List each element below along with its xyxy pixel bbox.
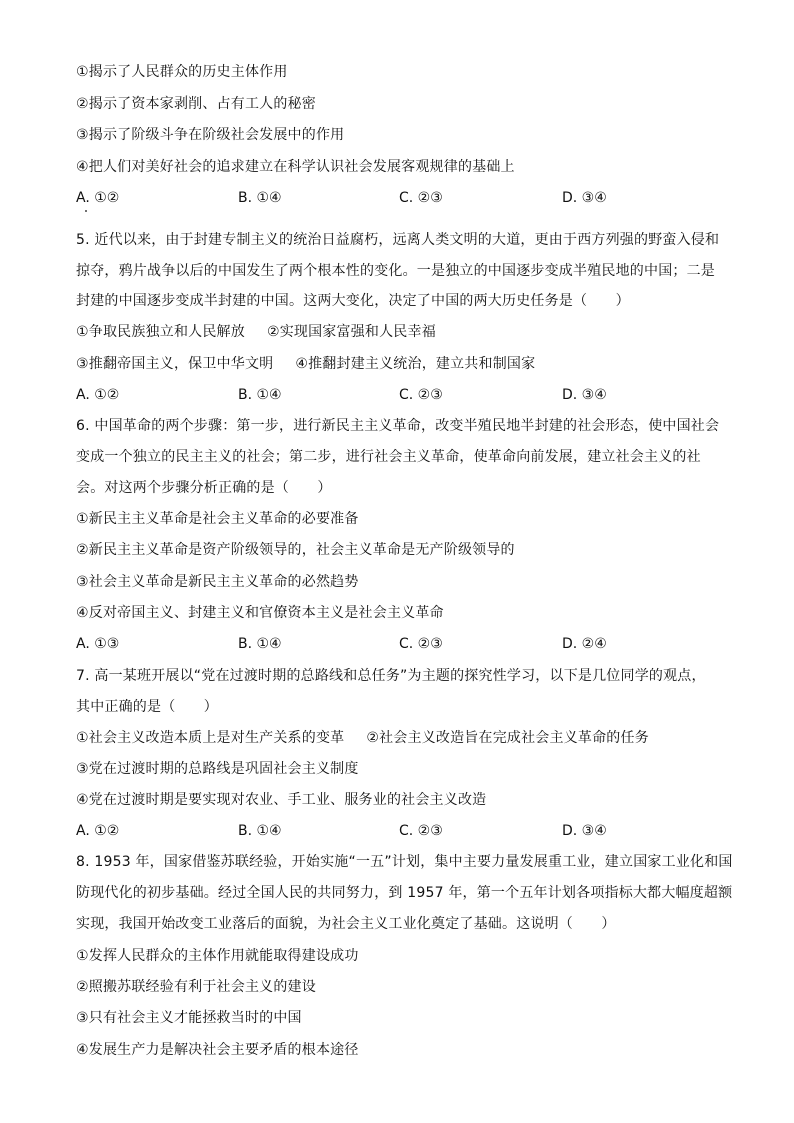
q6-item-4: ④反对帝国主义、封建主义和官僚资本主义是社会主义革命 xyxy=(76,605,444,621)
q4-item-1: ①揭示了人民群众的历史主体作用 xyxy=(76,64,288,80)
q8-stem-line-2: 防现代化的初步基础。经过全国人民的共同努力，到 1957 年，第一个五年计划各项指标大都大幅度超额 xyxy=(76,885,733,901)
q6-option-b[interactable]: B. ①④ xyxy=(238,636,282,652)
q8-item-1: ①发挥人民群众的主体作用就能取得建设成功 xyxy=(76,948,359,964)
q5-option-b[interactable]: B. ①④ xyxy=(238,387,282,403)
q4-option-c[interactable]: C. ②③ xyxy=(399,190,443,206)
q8-stem-line-3: 实现，我国开始改变工业落后的面貌，为社会主义工业化奠定了基础。这说明（ ） xyxy=(76,916,616,932)
q6-stem-line-2: 变成一个独立的民主主义的社会；第二步，进行社会主义革命，使革命向前发展，建立社会主义的社 xyxy=(76,449,701,465)
q8-item-4: ④发展生产力是解决社会主要矛盾的根本途径 xyxy=(76,1042,359,1058)
q4-item-3: ③揭示了阶级斗争在阶级社会发展中的作用 xyxy=(76,127,345,143)
q7-stem-line-1: 7. 高一某班开展以“党在过渡时期的总路线和总任务”为主题的探究性学习，以下是几位同学的观点， xyxy=(76,668,706,684)
q7-option-a[interactable]: A. ①② xyxy=(76,823,120,839)
q5-items-row-1 xyxy=(76,322,436,342)
q5-stem-line-1: 5. 近代以来，由于封建专制主义的统治日益腐朽，远离人类文明的大道，更由于西方列强的野蛮入侵和 xyxy=(76,232,720,248)
q6-option-a[interactable]: A. ①③ xyxy=(76,636,120,652)
q4-item-4: ④把人们对美好社会的追求建立在科学认识社会发展客观规律的基础上 xyxy=(76,159,515,175)
q7-option-d[interactable]: D. ③④ xyxy=(562,823,607,839)
q7-option-b[interactable]: B. ①④ xyxy=(238,823,282,839)
q5-items-row-2 xyxy=(76,354,535,374)
stray-dot xyxy=(85,210,87,212)
q6-options xyxy=(76,634,736,654)
q4-option-b[interactable]: B. ①④ xyxy=(238,190,282,206)
q7-items-row-1 xyxy=(76,728,649,748)
q5-options xyxy=(76,385,736,405)
q5-option-a[interactable]: A. ①② xyxy=(76,387,120,403)
q5-item-4: ④推翻封建主义统治，建立共和制国家 xyxy=(295,356,536,372)
q5-option-d[interactable]: D. ③④ xyxy=(562,387,607,403)
q4-option-d[interactable]: D. ③④ xyxy=(562,190,607,206)
q6-item-3: ③社会主义革命是新民主主义革命的必然趋势 xyxy=(76,574,359,590)
q5-item-2: ②实现国家富强和人民幸福 xyxy=(266,324,436,340)
q5-item-1: ①争取民族独立和人民解放 xyxy=(76,324,245,340)
q7-item-3: ③党在过渡时期的总路线是巩固社会主义制度 xyxy=(76,761,359,777)
q5-stem-line-3: 封建的中国逐步变成半封建的中国。这两大变化，决定了中国的两大历史任务是（ ） xyxy=(76,293,630,309)
q6-stem-line-1: 6. 中国革命的两个步骤：第一步，进行新民主主义革命，改变半殖民地半封建的社会形态，使中国社会 xyxy=(76,418,720,434)
q6-option-c[interactable]: C. ②③ xyxy=(399,636,443,652)
q6-stem-line-3: 会。对这两个步骤分析正确的是（ ） xyxy=(76,480,332,496)
q5-item-3: ③推翻帝国主义，保卫中华文明 xyxy=(76,356,274,372)
q4-option-a[interactable]: A. ①② xyxy=(76,190,120,206)
q8-item-3: ③只有社会主义才能拯救当时的中国 xyxy=(76,1010,302,1026)
q6-item-2: ②新民主主义革命是资产阶级领导的，社会主义革命是无产阶级领导的 xyxy=(76,542,515,558)
q8-stem-line-1: 8. 1953 年，国家借鉴苏联经验，开始实施“一五”计划，集中主要力量发展重工业，建立国家工业化和国 xyxy=(76,854,733,870)
q8-item-2: ②照搬苏联经验有利于社会主义的建设 xyxy=(76,979,316,995)
q7-stem-line-2: 其中正确的是（ ） xyxy=(76,699,218,715)
q4-item-2: ②揭示了资本家剥削、占有工人的秘密 xyxy=(76,96,316,112)
q5-option-c[interactable]: C. ②③ xyxy=(399,387,443,403)
q6-option-d[interactable]: D. ②④ xyxy=(562,636,607,652)
q6-item-1: ①新民主主义革命是社会主义革命的必要准备 xyxy=(76,511,359,527)
q7-option-c[interactable]: C. ②③ xyxy=(399,823,443,839)
q4-options xyxy=(76,188,736,208)
q7-item-1: ①社会主义改造本质上是对生产关系的变革 xyxy=(76,730,345,746)
q5-stem-line-2: 掠夺，鸦片战争以后的中国发生了两个根本性的变化。一是独立的中国逐步变成半殖民地的中国；二是 xyxy=(76,263,715,279)
q7-item-4: ④党在过渡时期是要实现对农业、手工业、服务业的社会主义改造 xyxy=(76,792,487,808)
q7-options xyxy=(76,821,736,841)
q7-item-2: ②社会主义改造旨在完成社会主义革命的任务 xyxy=(366,730,649,746)
